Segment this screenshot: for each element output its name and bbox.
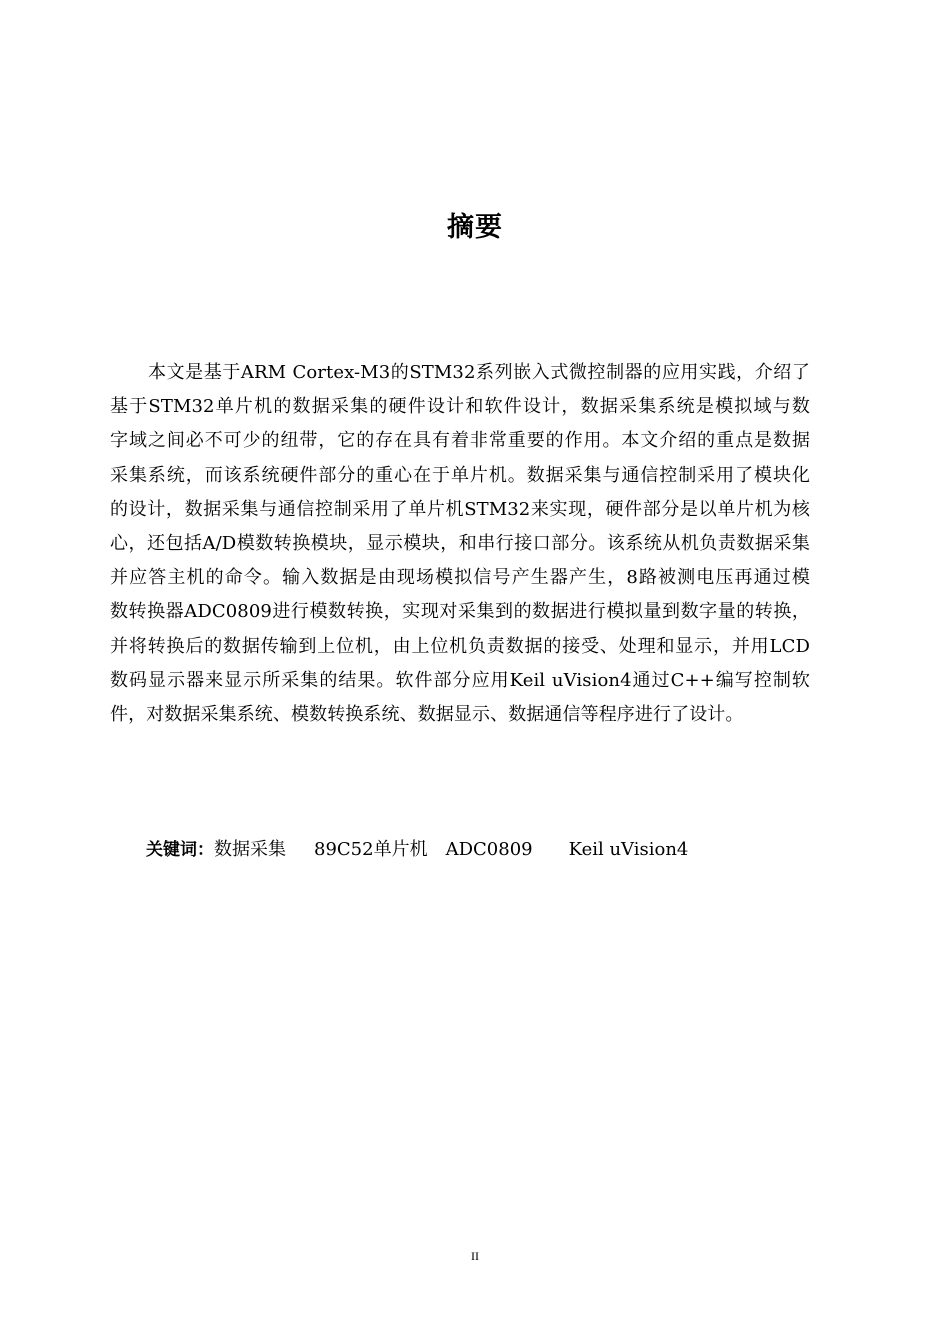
- abstract-line: 本文是基于ARM Cortex-M3的STM32系列嵌入式微控制器的应用实践，介绍了: [148, 362, 810, 383]
- abstract-line: 采集系统，而该系统硬件部分的重心在于单片机。数据采集与通信控制采用了模块化: [110, 464, 810, 486]
- keyword: 数据采集: [214, 839, 286, 860]
- abstract-line: 的设计，数据采集与通信控制采用了单片机STM32来实现，硬件部分是以单片机为核: [110, 498, 810, 520]
- abstract-line: 基于STM32单片机的数据采集的硬件设计和软件设计，数据采集系统是模拟域与数: [110, 396, 810, 418]
- keyword: Keil uVision4: [568, 839, 689, 860]
- keywords-label: 关键词：: [146, 840, 214, 860]
- abstract-line: 并应答主机的命令。输入数据是由现场模拟信号产生器产生，8路被测电压再通过模: [110, 567, 810, 589]
- abstract-line: 心，还包括A/D模数转换模块，显示模块，和串行接口部分。该系统从机负责数据采集: [110, 532, 810, 554]
- page-number: II: [471, 1249, 479, 1263]
- abstract-line: 件，对数据采集系统、模数转换系统、数据显示、数据通信等程序进行了设计。: [110, 703, 744, 725]
- abstract-line: 数码显示器来显示所采集的结果。软件部分应用Keil uVision4通过C++编写控制软: [110, 669, 810, 691]
- page-title: 摘要: [447, 212, 503, 243]
- abstract-line: 并将转换后的数据传输到上位机，由上位机负责数据的接受、处理和显示，并用LCD: [110, 635, 810, 657]
- abstract-body: [110, 356, 810, 732]
- keyword: ADC0809: [445, 839, 533, 860]
- keywords-section: [146, 836, 688, 864]
- abstract-line: 数转换器ADC0809进行模数转换，实现对采集到的数据进行模拟量到数字量的转换，: [110, 601, 810, 623]
- keyword: 89C52单片机: [314, 839, 428, 860]
- abstract-line: 字域之间必不可少的纽带，它的存在具有着非常重要的作用。本文介绍的重点是数据: [110, 430, 810, 452]
